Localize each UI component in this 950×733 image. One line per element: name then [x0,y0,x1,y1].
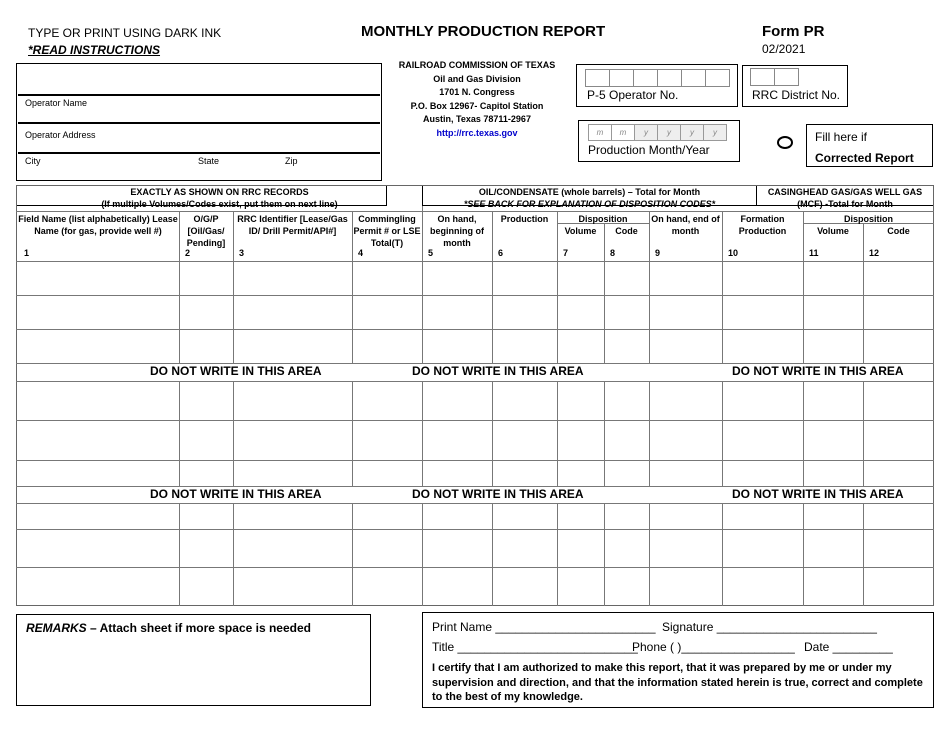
agency-division: Oil and Gas Division [433,73,521,84]
agency-address [388,59,566,140]
agency-pobox: P.O. Box 12967- Capitol Station [410,100,544,111]
col-rrc-identifier-header: RRC Identifier [Lease/Gas ID/ Drill Permit/API#] [237,214,348,236]
district-digit-boxes[interactable] [750,68,800,86]
col-number-11: 11 [809,248,819,258]
read-instructions-note: *READ INSTRUCTIONS [28,43,161,57]
group-gas-header: CASINGHEAD GAS/GAS WELL GAS (MCF) -Total for Month [767,187,923,209]
operator-address-label: Operator Address [25,130,96,140]
month-year-digit-boxes[interactable] [588,124,732,141]
agency-street: 1701 N. Congress [439,87,515,97]
p5-digit-boxes[interactable] [585,69,731,87]
type-print-note: TYPE OR PRINT USING DARK INK [28,26,222,40]
do-not-write-band: DO NOT WRITE IN THIS AREA [412,364,584,378]
do-not-write-band: DO NOT WRITE IN THIS AREA [412,487,584,501]
certification-statement: I certify that I am authorized to make this report, that it was prepared by me or under my supervision and direction, and that the information stated herein is true, correct and complete to the best of my knowledge. [432,662,923,703]
signature-field[interactable]: Signature ________________________ [662,620,877,634]
col-number-5: 5 [428,248,434,258]
col-field-lease-header: Field Name (list alphabetically) Lease Name (for gas, provide well #) [18,214,178,236]
corrected-report-radio[interactable] [777,136,793,149]
date-field[interactable]: Date _________ [804,640,893,654]
do-not-write-band: DO NOT WRITE IN THIS AREA [732,364,904,378]
table-row[interactable] [16,461,934,486]
col-gas-disposition-header: Disposition [844,214,893,224]
col-number-3: 3 [239,248,245,258]
group-oil-header: OIL/CONDENSATE (whole barrels) – Total for Month *SEE BACK FOR EXPLANATION OF DISPOSITION CODES* [463,187,716,209]
form-title: MONTHLY PRODUCTION REPORT [361,23,606,40]
table-row[interactable] [16,262,934,295]
operator-name-label: Operator Name [25,98,88,108]
operator-name-field[interactable] [20,104,376,120]
corrected-report-label: Corrected Report [815,151,914,165]
fill-here-label: Fill here if [815,130,868,144]
phone-field[interactable]: Phone ( )_________________ [632,640,795,654]
col-number-2: 2 [185,248,191,258]
form-name: Form PR [762,23,825,40]
col-onhand-begin-header: On hand, beginning of month [430,214,484,248]
col-number-10: 10 [728,248,739,258]
table-row[interactable] [16,382,934,420]
print-name-field[interactable]: Print Name ________________________ [432,620,656,634]
month-digit-2[interactable]: m [611,124,635,141]
state-label: State [198,156,220,166]
district-label: RRC District No. [752,88,841,102]
agency-city: Austin, Texas 78711-2967 [423,114,531,124]
table-row[interactable] [16,530,934,567]
table-row[interactable] [16,568,934,605]
col-commingling-header: Commingling Permit # or LSE Total(T) [353,214,421,248]
col-number-1: 1 [24,248,30,258]
zip-label: Zip [285,156,298,166]
group-rrc-records-header: EXACTLY AS SHOWN ON RRC RECORDS (If multiple Volumes/Codes exist, put them on next line) [101,187,338,209]
col-number-9: 9 [655,248,661,258]
title-field[interactable]: Title ___________________________ [432,640,638,654]
table-row[interactable] [16,296,934,329]
col-oil-disposition-header: Disposition [578,214,628,224]
year-digit-1[interactable]: y [634,124,658,141]
agency-name: RAILROAD COMMISSION OF TEXAS [398,60,556,70]
col-number-12: 12 [869,248,880,258]
col-number-8: 8 [610,248,616,258]
year-digit-3[interactable]: y [680,124,704,141]
year-digit-4[interactable]: y [703,124,727,141]
col-ogp-header: O/G/P [Oil/Gas/ Pending] [186,214,226,248]
form-date: 02/2021 [762,42,806,56]
operator-address-field[interactable] [20,136,376,150]
production-table [16,185,934,606]
agency-url-link[interactable]: http://rrc.texas.gov [436,127,518,138]
col-oil-code-header: Code [615,226,638,236]
table-row[interactable] [16,330,934,363]
col-production-header: Production [500,214,549,224]
month-digit-1[interactable]: m [588,124,612,141]
col-number-6: 6 [498,248,504,258]
col-number-4: 4 [358,248,364,258]
do-not-write-band: DO NOT WRITE IN THIS AREA [150,364,322,378]
remarks-label: REMARKS – Attach sheet if more space is needed [26,621,311,635]
table-row[interactable] [16,421,934,460]
table-row[interactable] [16,504,934,529]
col-formation-production-header: Formation Production [738,214,787,236]
col-gas-code-header: Code [887,226,910,236]
col-oil-volume-header: Volume [564,226,597,236]
p5-operator-label: P-5 Operator No. [587,88,679,102]
col-onhand-end-header: On hand, end of month [651,214,720,236]
col-number-7: 7 [563,248,569,258]
year-digit-2[interactable]: y [657,124,681,141]
month-year-label: Production Month/Year [588,143,710,157]
do-not-write-band: DO NOT WRITE IN THIS AREA [732,487,904,501]
do-not-write-band: DO NOT WRITE IN THIS AREA [150,487,322,501]
city-label: City [25,156,41,166]
col-gas-volume-header: Volume [817,226,849,236]
